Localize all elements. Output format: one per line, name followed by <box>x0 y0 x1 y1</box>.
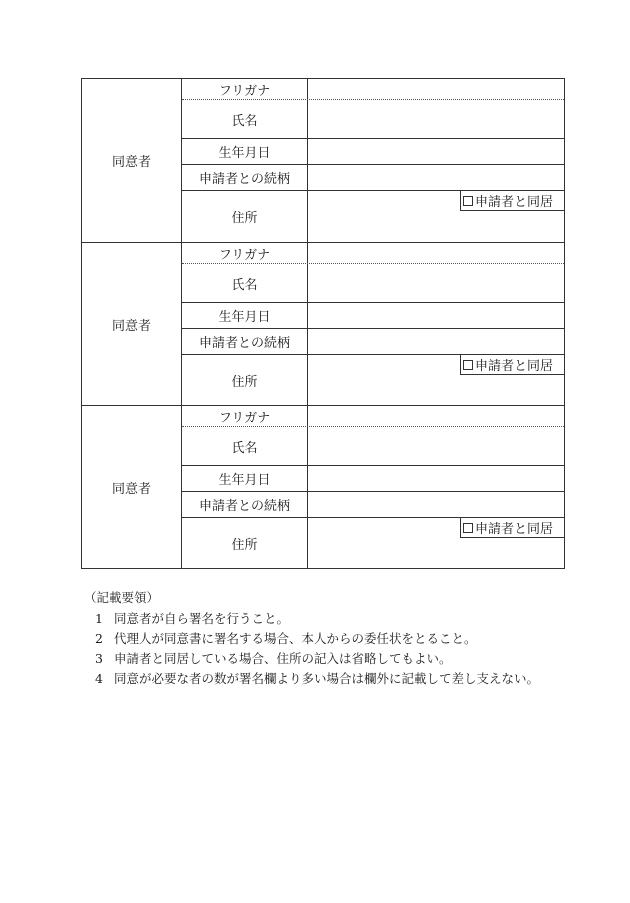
address-field[interactable] <box>308 355 564 405</box>
name-label: 氏名 <box>182 427 308 465</box>
relation-field[interactable] <box>308 329 564 354</box>
dob-label: 生年月日 <box>182 303 308 328</box>
name-label: 氏名 <box>182 264 308 302</box>
instruction-text: 同意が必要な者の数が署名欄より多い場合は欄外に記載して差し支えない。 <box>114 671 540 686</box>
relation-label: 申請者との続柄 <box>182 329 308 354</box>
relation-field[interactable] <box>308 165 564 190</box>
relation-label: 申請者との続柄 <box>182 165 308 190</box>
consenter-block <box>82 79 564 242</box>
address-field[interactable] <box>308 191 564 242</box>
address-field[interactable] <box>308 518 564 568</box>
instruction-item <box>84 669 539 689</box>
dob-field[interactable] <box>308 139 564 164</box>
dob-field[interactable] <box>308 303 564 328</box>
consent-form-table <box>81 78 565 569</box>
cohabit-label: 申請者と同居 <box>475 359 554 374</box>
instruction-item <box>84 609 539 629</box>
relation-label: 申請者との続柄 <box>182 492 308 517</box>
furigana-field[interactable] <box>308 79 564 99</box>
consenter-label: 同意者 <box>82 243 182 405</box>
cohabit-label: 申請者と同居 <box>475 522 554 537</box>
instruction-text: 同意者が自ら署名を行うこと。 <box>114 611 290 626</box>
instruction-number: 4 <box>95 671 103 686</box>
address-label: 住所 <box>182 518 308 568</box>
furigana-label: フリガナ <box>182 79 308 99</box>
relation-field[interactable] <box>308 492 564 517</box>
instructions-title: （記載要領） <box>84 590 160 605</box>
cohabit-label: 申請者と同居 <box>475 195 554 210</box>
furigana-field[interactable] <box>308 406 564 426</box>
furigana-field[interactable] <box>308 243 564 263</box>
cohabit-option[interactable] <box>460 191 564 211</box>
dob-label: 生年月日 <box>182 139 308 164</box>
instructions <box>84 588 539 689</box>
consenter-block <box>82 405 564 568</box>
instruction-number: 1 <box>95 611 103 626</box>
instruction-text: 代理人が同意書に署名する場合、本人からの委任状をとること。 <box>114 631 477 646</box>
cohabit-checkbox[interactable] <box>463 360 473 370</box>
instruction-item <box>84 649 539 669</box>
consenter-label: 同意者 <box>82 79 182 242</box>
cohabit-option[interactable] <box>460 355 564 375</box>
consenter-label: 同意者 <box>82 406 182 568</box>
address-label: 住所 <box>182 355 308 405</box>
cohabit-option[interactable] <box>460 518 564 538</box>
dob-label: 生年月日 <box>182 466 308 491</box>
name-field[interactable] <box>308 264 564 302</box>
instruction-number: 3 <box>95 651 103 666</box>
consenter-block <box>82 242 564 405</box>
dob-field[interactable] <box>308 466 564 491</box>
instruction-text: 申請者と同居している場合、住所の記入は省略してもよい。 <box>114 651 452 666</box>
instruction-item <box>84 629 539 649</box>
address-label: 住所 <box>182 191 308 242</box>
name-label: 氏名 <box>182 100 308 138</box>
furigana-label: フリガナ <box>182 406 308 426</box>
name-field[interactable] <box>308 100 564 138</box>
furigana-label: フリガナ <box>182 243 308 263</box>
cohabit-checkbox[interactable] <box>463 523 473 533</box>
cohabit-checkbox[interactable] <box>463 196 473 206</box>
name-field[interactable] <box>308 427 564 465</box>
instruction-number: 2 <box>95 631 103 646</box>
